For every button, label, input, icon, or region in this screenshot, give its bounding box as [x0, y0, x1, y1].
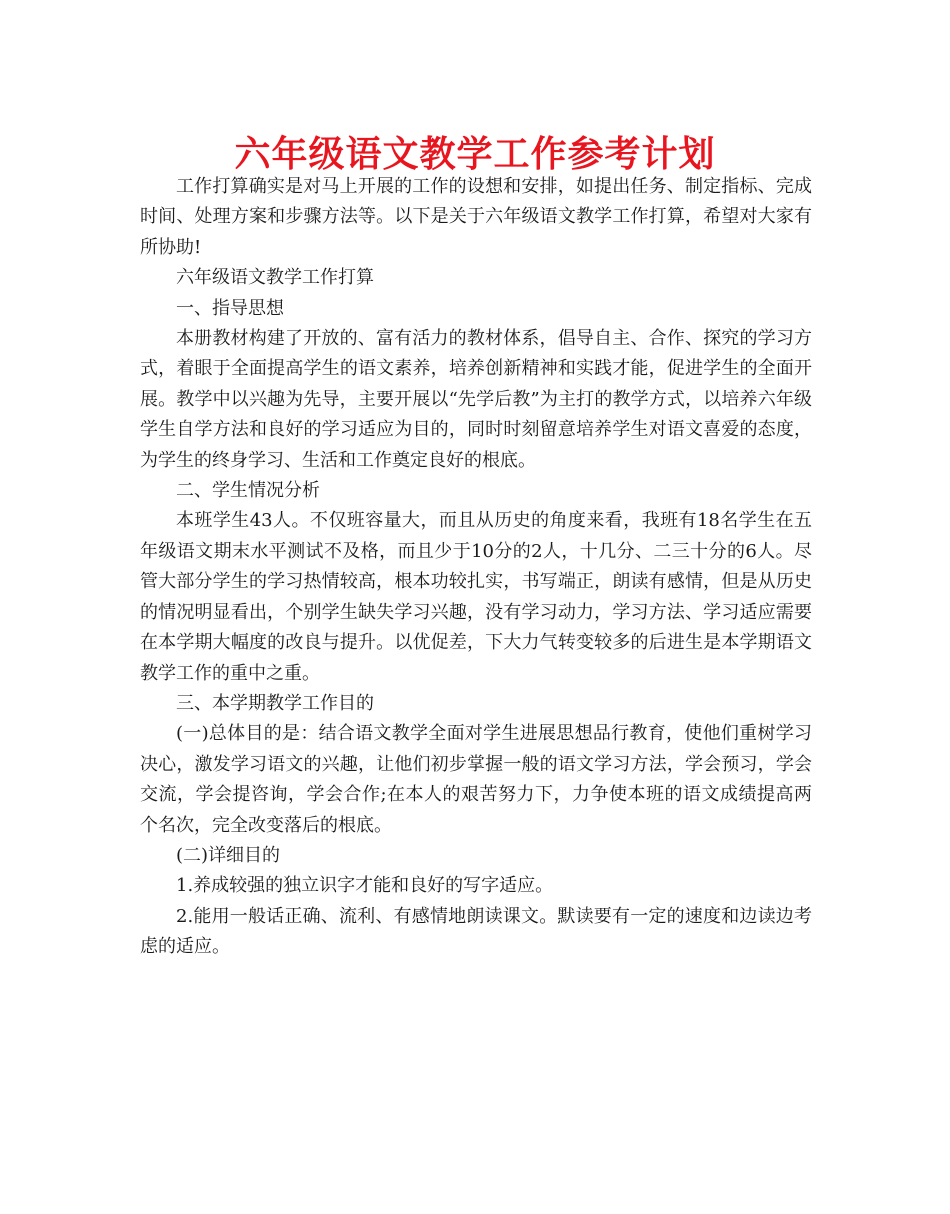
document-body — [140, 172, 812, 963]
body-paragraph: (一)总体目的是：结合语文教学全面对学生进展思想品行教育，使他们重树学习决心，激发学习语文的兴趣，让他们初步掌握一般的语文学习方法，学会预习，学会交流，学会提咨询，学会合作;在本人的艰苦努力下，力争使本班的语文成绩提高两个名次，完全改变落后的根底。 — [140, 723, 812, 836]
subsection-heading-detailed-goals: (二)详细目的 — [176, 844, 281, 866]
intro-paragraph: 工作打算确实是对马上开展的工作的设想和安排，如提出任务、制定指标、完成时间、处理方案和步骤方法等。以下是关于六年级语文教学工作打算，希望对大家有所协助! — [140, 176, 812, 258]
document-title: 六年级语文教学工作参考计划 — [234, 134, 716, 175]
section-heading-teaching-goals: 三、本学期教学工作目的 — [176, 692, 374, 714]
body-paragraph: 本册教材构建了开放的、富有活力的教材体系，倡导自主、合作、探究的学习方式，着眼于全面提高学生的语文素养，培养创新精神和实践才能，促进学生的全面开展。教学中以兴趣为先导，主要开展以“先学后教”为主打的教学方式，以培养六年级学生自学方法和良好的学习适应为目的，同时时刻留意培养学生对语文喜爱的态度，为学生的终身学习、生活和工作奠定良好的根底。 — [140, 328, 812, 471]
section-heading-student-analysis: 二、学生情况分析 — [176, 480, 320, 502]
list-item: 1.养成较强的独立识字才能和良好的写字适应。 — [176, 875, 554, 897]
body-paragraph: 本班学生43人。不仅班容量大，而且从历史的角度来看，我班有18名学生在五年级语文期末水平测试不及格，而且少于10分的2人，十几分、二三十分的6人。尽管大部分学生的学习热情较高，根本功较扎实，书写端正，朗读有感情，但是从历史的情况明显看出，个别学生缺失学习兴趣，没有学习动力，学习方法、学习适应需要在本学期大幅度的改良与提升。以优促差，下大力气转变较多的后进生是本学期语文教学工作的重中之重。 — [140, 510, 812, 684]
list-item: 2.能用一般话正确、流利、有感情地朗读课文。默读要有一定的速度和边读边考虑的适应。 — [140, 905, 812, 958]
section-heading-plan: 六年级语文教学工作打算 — [176, 267, 374, 289]
section-heading-guiding-ideology: 一、指导思想 — [176, 297, 284, 319]
